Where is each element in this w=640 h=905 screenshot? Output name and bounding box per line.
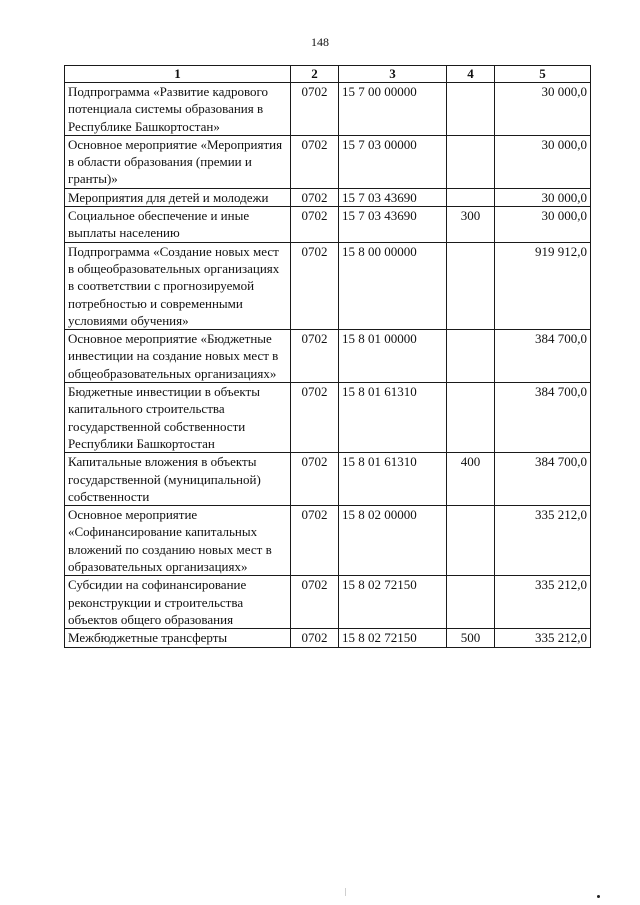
cell-section: 0702	[291, 330, 339, 383]
cell-name: Межбюджетные трансферты	[65, 629, 291, 647]
table-row	[65, 576, 591, 629]
cell-type	[447, 83, 495, 136]
cell-section: 0702	[291, 576, 339, 629]
cell-name: Основное мероприятие «Бюджетные инвестиции на создание новых мест в общеобразовательных организациях»	[65, 330, 291, 383]
cell-target: 15 8 00 00000	[339, 242, 447, 329]
scan-dot	[597, 895, 600, 898]
cell-target: 15 7 00 00000	[339, 83, 447, 136]
cell-type	[447, 135, 495, 188]
table-row	[65, 383, 591, 453]
cell-type: 400	[447, 453, 495, 506]
cell-target: 15 8 01 61310	[339, 383, 447, 453]
cell-target: 15 8 02 00000	[339, 506, 447, 576]
cell-section: 0702	[291, 207, 339, 243]
table-row	[65, 242, 591, 329]
table-header-row	[65, 66, 591, 83]
column-header-type: 4	[447, 66, 495, 83]
scan-mark	[345, 888, 346, 896]
cell-name: Подпрограмма «Создание новых мест в общеобразовательных организациях в соответствии с прогнозируемой потребностью и современными условиями обучения»	[65, 242, 291, 329]
cell-amount: 384 700,0	[495, 330, 591, 383]
cell-amount: 30 000,0	[495, 207, 591, 243]
cell-name: Капитальные вложения в объекты государственной (муниципальной) собственности	[65, 453, 291, 506]
cell-type	[447, 188, 495, 206]
cell-amount: 919 912,0	[495, 242, 591, 329]
cell-section: 0702	[291, 383, 339, 453]
cell-name: Социальное обеспечение и иные выплаты населению	[65, 207, 291, 243]
table-row	[65, 135, 591, 188]
cell-type	[447, 576, 495, 629]
table-row	[65, 453, 591, 506]
cell-type	[447, 242, 495, 329]
table-row	[65, 330, 591, 383]
cell-type	[447, 383, 495, 453]
column-header-amount: 5	[495, 66, 591, 83]
column-header-target: 3	[339, 66, 447, 83]
cell-target: 15 8 02 72150	[339, 576, 447, 629]
cell-section: 0702	[291, 242, 339, 329]
cell-type	[447, 330, 495, 383]
cell-target: 15 7 03 00000	[339, 135, 447, 188]
cell-target: 15 8 01 61310	[339, 453, 447, 506]
column-header-section: 2	[291, 66, 339, 83]
cell-section: 0702	[291, 135, 339, 188]
cell-amount: 335 212,0	[495, 506, 591, 576]
table-row	[65, 207, 591, 243]
table-row	[65, 629, 591, 647]
cell-name: Основное мероприятие «Софинансирование капитальных вложений по созданию новых мест в образовательных организациях»	[65, 506, 291, 576]
cell-name: Бюджетные инвестиции в объекты капитального строительства государственной собственности Республики Башкортостан	[65, 383, 291, 453]
cell-type: 500	[447, 629, 495, 647]
table-row	[65, 506, 591, 576]
cell-amount: 30 000,0	[495, 135, 591, 188]
cell-target: 15 8 01 00000	[339, 330, 447, 383]
cell-amount: 335 212,0	[495, 629, 591, 647]
table-row	[65, 188, 591, 206]
cell-section: 0702	[291, 629, 339, 647]
cell-name: Мероприятия для детей и молодежи	[65, 188, 291, 206]
cell-section: 0702	[291, 453, 339, 506]
cell-amount: 30 000,0	[495, 83, 591, 136]
cell-type: 300	[447, 207, 495, 243]
cell-target: 15 8 02 72150	[339, 629, 447, 647]
cell-name: Подпрограмма «Развитие кадрового потенциала системы образования в Республике Башкортостан»	[65, 83, 291, 136]
budget-table	[64, 65, 591, 648]
cell-amount: 30 000,0	[495, 188, 591, 206]
cell-target: 15 7 03 43690	[339, 188, 447, 206]
page-number: 148	[311, 35, 329, 49]
table-row	[65, 83, 591, 136]
cell-section: 0702	[291, 83, 339, 136]
cell-section: 0702	[291, 506, 339, 576]
cell-section: 0702	[291, 188, 339, 206]
column-header-name: 1	[65, 66, 291, 83]
cell-target: 15 7 03 43690	[339, 207, 447, 243]
cell-amount: 384 700,0	[495, 383, 591, 453]
cell-amount: 335 212,0	[495, 576, 591, 629]
cell-name: Основное мероприятие «Мероприятия в области образования (премии и гранты)»	[65, 135, 291, 188]
cell-amount: 384 700,0	[495, 453, 591, 506]
cell-name: Субсидии на софинансирование реконструкции и строительства объектов общего образования	[65, 576, 291, 629]
cell-type	[447, 506, 495, 576]
